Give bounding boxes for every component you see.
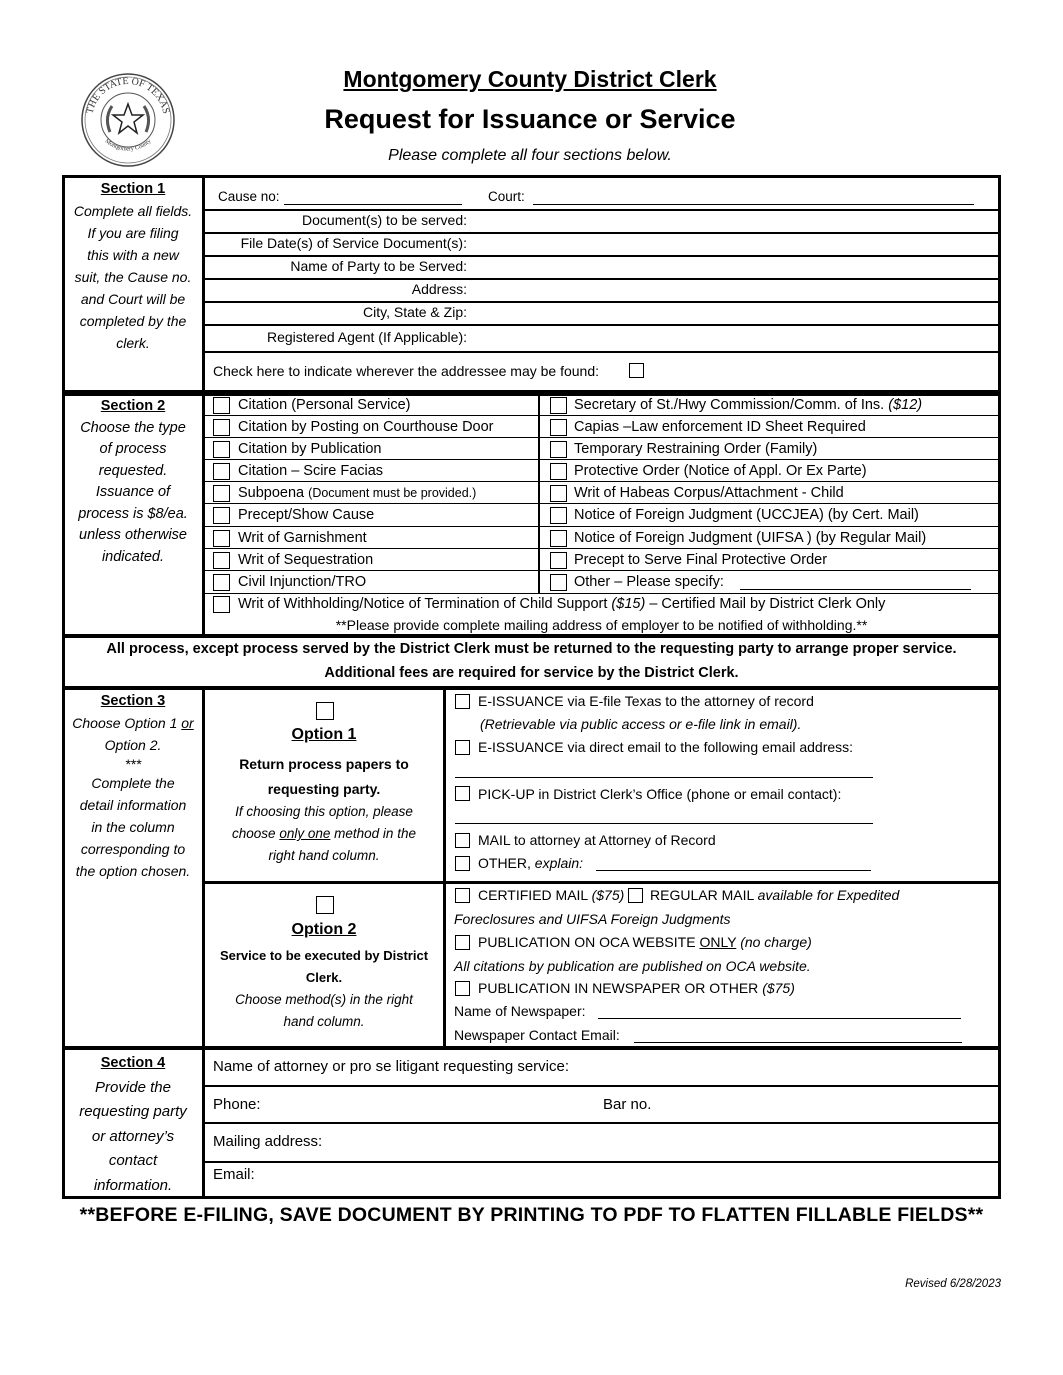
form-title: Request for Issuance or Service: [324, 104, 736, 134]
civil-injunction-checkbox[interactable]: [213, 574, 230, 591]
citation-posting-label: Citation by Posting on Courthouse Door: [238, 419, 494, 435]
option-2-desc: [205, 945, 443, 989]
option-1-instr-line: [205, 823, 443, 845]
bar-no-field[interactable]: [660, 1090, 995, 1120]
regular-mail-note-2: Foreclosures and UIFSA Foreign Judgments: [454, 911, 731, 927]
section-3-desc-line: in the column: [91, 819, 175, 835]
section-1-sidebar: [66, 178, 200, 354]
eissuance-email-checkbox[interactable]: [455, 740, 470, 755]
writ-withholding-checkbox[interactable]: [213, 596, 230, 613]
section-2-desc-line: Choose the type: [80, 419, 186, 436]
secretary-state-fee: ($12): [888, 397, 923, 413]
city-state-zip-label: City, State & Zip:: [363, 304, 467, 320]
regular-mail-checkbox[interactable]: [628, 888, 643, 903]
texas-state-seal: [80, 72, 176, 168]
option-1-desc-line: Return process papers to: [239, 756, 409, 772]
option-1-title: Option 1: [291, 726, 357, 743]
attorney-name-field[interactable]: [600, 1052, 995, 1082]
withholding-note: **Please provide complete mailing address of employer to be notified of withholding.**: [335, 617, 868, 633]
oca-publication-checkbox[interactable]: [455, 935, 470, 950]
citation-publication-checkbox[interactable]: [213, 441, 230, 458]
other-process-field[interactable]: [740, 589, 971, 590]
bar-no-label: Bar no.: [603, 1096, 652, 1113]
protective-order-checkbox[interactable]: [550, 463, 567, 480]
secretary-state-label: Secretary of St./Hwy Commission/Comm. of Ins.: [574, 397, 885, 413]
email-field[interactable]: [262, 1165, 995, 1193]
section-2-desc-line: process is $8/ea.: [78, 505, 188, 522]
attorney-name-label: Name of attorney or pro se litigant requesting service:: [213, 1058, 570, 1075]
file-dates-label: File Date(s) of Service Document(s):: [240, 235, 467, 251]
tro-family-checkbox[interactable]: [550, 441, 567, 458]
section-3-sidebar: [66, 690, 200, 882]
subpoena-option: [238, 485, 476, 501]
newspaper-name-label: Name of Newspaper:: [454, 1003, 586, 1019]
habeas-corpus-label: Writ of Habeas Corpus/Attachment - Child: [574, 485, 844, 501]
foreign-judgment-uifsa-label: Notice of Foreign Judgment (UIFSA ) (by Regular Mail): [574, 530, 927, 546]
certified-mail-option: [478, 887, 624, 903]
pickup-checkbox[interactable]: [455, 786, 470, 801]
documents-served-field[interactable]: [470, 211, 995, 231]
writ-sequestration-checkbox[interactable]: [213, 552, 230, 569]
citation-personal-label: Citation (Personal Service): [238, 397, 411, 413]
other-method-label: OTHER,: [478, 855, 531, 871]
notice-line-1: All process, except process served by the District Clerk must be returned to the requesting party to arrange proper service.: [106, 641, 957, 657]
newspaper-publication-option: [478, 980, 795, 996]
section-3-or-text: or: [181, 715, 194, 731]
seal-outer-text: THE STATE OF TEXAS: [84, 75, 172, 115]
addressee-checkbox[interactable]: [629, 363, 644, 378]
tro-family-label: Temporary Restraining Order (Family): [574, 441, 818, 457]
option-2-title: Option 2: [291, 921, 357, 938]
citation-scire-facias-label: Citation – Scire Facias: [238, 463, 384, 479]
mail-attorney-label: MAIL to attorney at Attorney of Record: [478, 832, 716, 848]
certified-mail-fee: ($75): [591, 887, 625, 903]
section-1-desc-line: suit, the Cause no.: [74, 269, 192, 285]
certified-mail-label: CERTIFIED MAIL: [478, 887, 588, 903]
option-2-desc-line: Clerk.: [305, 970, 343, 985]
option-1-checkbox[interactable]: [316, 702, 334, 720]
section-3-choose-text: Choose Option 1: [72, 715, 178, 731]
section-3-desc-line: detail information: [79, 797, 187, 813]
option-1-instr-line: right hand column.: [268, 848, 380, 863]
subpoena-note: (Document must be provided.): [308, 486, 477, 500]
writ-sequestration-label: Writ of Sequestration: [238, 552, 374, 568]
precept-show-cause-label: Precept/Show Cause: [238, 507, 375, 523]
eissuance-email-label: E-ISSUANCE via direct email to the following email address:: [478, 739, 854, 755]
section-3-stars: ***: [124, 756, 142, 772]
oca-publication-label: PUBLICATION ON OCA WEBSITE: [478, 934, 696, 950]
writ-garnishment-checkbox[interactable]: [213, 530, 230, 547]
section-1-desc-line: and Court will be: [80, 291, 186, 307]
registered-agent-field[interactable]: [470, 327, 995, 349]
seal-inner-text: Montgomery County: [103, 138, 153, 153]
option-2-checkbox[interactable]: [316, 896, 334, 914]
section-2-desc-line: requested.: [98, 462, 168, 479]
other-method-checkbox[interactable]: [455, 856, 470, 871]
newspaper-email-label: Newspaper Contact Email:: [454, 1027, 620, 1043]
newspaper-publication-fee: ($75): [762, 980, 795, 996]
section-1-heading: Section 1: [100, 181, 166, 197]
section-2-sidebar: [66, 396, 200, 568]
section-1-desc-line: clerk.: [116, 335, 150, 351]
file-dates-field[interactable]: [470, 234, 995, 254]
foreign-judgment-uccjea-checkbox[interactable]: [550, 507, 567, 524]
option-1-instr-text: choose: [232, 826, 276, 841]
eissuance-email-field[interactable]: [455, 777, 873, 778]
section-2-desc-line: Issuance of: [95, 484, 171, 500]
section-4-heading: Section 4: [100, 1055, 166, 1071]
party-served-label: Name of Party to be Served:: [290, 258, 467, 274]
section-3-heading: Section 3: [100, 693, 166, 709]
other-process-checkbox[interactable]: [550, 574, 567, 591]
citation-publication-label: Citation by Publication: [238, 441, 382, 457]
option-2-instructions: [205, 989, 443, 1033]
section-3-choose-line: [66, 712, 200, 734]
option-1-only-one: only one: [279, 826, 331, 841]
civil-injunction-label: Civil Injunction/TRO: [238, 574, 367, 590]
other-method-option: [478, 855, 583, 871]
writ-withholding-label: Writ of Withholding/Notice of Termination of Child Support: [238, 596, 608, 612]
newspaper-name-field[interactable]: [598, 1018, 961, 1019]
precept-protective-label: Precept to Serve Final Protective Order: [574, 552, 828, 568]
section-4-desc-line: information.: [93, 1176, 173, 1194]
form-instruction: Please complete all four sections below.: [388, 147, 672, 164]
phone-field[interactable]: [268, 1090, 593, 1120]
section-2-desc-line: indicated.: [101, 548, 165, 565]
addressee-check-label: Check here to indicate wherever the addressee may be found:: [213, 363, 600, 379]
page-title: Montgomery County District Clerk: [343, 66, 717, 92]
section-3-desc-line: corresponding to: [80, 841, 186, 857]
section-4-desc-line: Provide the: [95, 1078, 171, 1096]
section-2-desc-line: of process: [99, 441, 167, 457]
eissuance-efile-checkbox[interactable]: [455, 694, 470, 709]
option-2-instr-line: hand column.: [283, 1014, 365, 1029]
writ-withholding-fee: ($15): [611, 596, 646, 612]
secretary-state-checkbox[interactable]: [550, 397, 567, 414]
section-3-desc-line: Complete the: [91, 775, 175, 791]
oca-note: All citations by publication are published on OCA website.: [454, 958, 811, 974]
foreign-judgment-uifsa-checkbox[interactable]: [550, 530, 567, 547]
certified-mail-checkbox[interactable]: [455, 888, 470, 903]
pickup-contact-field[interactable]: [455, 823, 873, 824]
citation-personal-checkbox[interactable]: [213, 397, 230, 414]
registered-agent-label: Registered Agent (If Applicable):: [266, 329, 467, 345]
cause-no-label: Cause no:: [218, 189, 280, 204]
citation-posting-checkbox[interactable]: [213, 419, 230, 436]
precept-protective-checkbox[interactable]: [550, 552, 567, 569]
newspaper-publication-checkbox[interactable]: [455, 981, 470, 996]
capias-checkbox[interactable]: [550, 419, 567, 436]
oca-fee: (no charge): [740, 934, 812, 950]
oca-publication-option: [478, 934, 812, 950]
capias-label: Capias –Law enforcement ID Sheet Required: [574, 419, 866, 435]
pickup-label: PICK-UP in District Clerk’s Office (phone or email contact):: [478, 786, 842, 802]
subpoena-checkbox[interactable]: [213, 485, 230, 502]
cause-no-field[interactable]: [284, 204, 462, 205]
eissuance-efile-label: E-ISSUANCE via E-file Texas to the attorney of record: [478, 693, 814, 709]
option-1-instr-text: method in the: [334, 826, 416, 841]
newspaper-publication-label: PUBLICATION IN NEWSPAPER OR OTHER: [478, 980, 759, 996]
other-method-field[interactable]: [596, 870, 871, 871]
option-2-desc-line: Service to be executed by District: [219, 948, 429, 963]
email-label: Email:: [213, 1166, 255, 1183]
regular-mail-note: available for Expedited: [757, 887, 900, 903]
protective-order-label: Protective Order (Notice of Appl. Or Ex Parte): [574, 463, 867, 479]
other-method-explain: explain:: [534, 855, 584, 871]
section-4-sidebar: [66, 1051, 200, 1198]
flatten-warning: **BEFORE E-FILING, SAVE DOCUMENT BY PRINTING TO PDF TO FLATTEN FILLABLE FIELDS**: [79, 1204, 984, 1226]
precept-show-cause-checkbox[interactable]: [213, 507, 230, 524]
writ-withholding-suffix: – Certified Mail by District Clerk Only: [649, 596, 886, 612]
foreign-judgment-uccjea-label: Notice of Foreign Judgment (UCCJEA) (by Cert. Mail): [574, 507, 919, 523]
regular-mail-option: [650, 887, 899, 903]
phone-label: Phone:: [213, 1096, 261, 1113]
other-process-label: Other – Please specify:: [574, 574, 724, 590]
mail-attorney-checkbox[interactable]: [455, 833, 470, 848]
address-field[interactable]: [470, 280, 995, 300]
court-field[interactable]: [533, 204, 974, 205]
section-1-desc-line: Complete all fields.: [73, 203, 193, 219]
writ-withholding-option: [238, 596, 885, 612]
option-1-instr-line: If choosing this option, please: [235, 804, 413, 819]
habeas-corpus-checkbox[interactable]: [550, 485, 567, 502]
subpoena-label: Subpoena: [238, 485, 305, 501]
section-1-desc-line: this with a new: [87, 247, 179, 263]
secretary-state-option: [574, 397, 922, 413]
eissuance-efile-note: (Retrievable via public access or e-file link in email).: [480, 716, 802, 732]
option-1-instructions: [205, 801, 443, 867]
section-1-desc-line: If you are filing: [87, 225, 179, 241]
writ-garnishment-label: Writ of Garnishment: [238, 530, 367, 546]
section-4-desc-line: requesting party: [79, 1103, 187, 1120]
section-3-desc-line: the option chosen.: [75, 863, 191, 879]
city-state-zip-field[interactable]: [470, 303, 995, 323]
court-label: Court:: [488, 189, 525, 204]
address-label: Address:: [411, 281, 467, 297]
section-4-desc-line: contact: [108, 1152, 158, 1169]
section-4-desc-line: or attorney’s: [91, 1127, 175, 1145]
section-2-desc-line: unless otherwise: [79, 527, 187, 543]
regular-mail-label: REGULAR MAIL: [650, 887, 754, 903]
party-served-field[interactable]: [470, 257, 995, 277]
section-1-desc-line: completed by the: [79, 313, 187, 329]
notice-line-2: Additional fees are required for service by the District Clerk.: [324, 665, 739, 681]
mailing-address-label: Mailing address:: [213, 1133, 323, 1150]
oca-only: ONLY: [699, 934, 737, 950]
section-3-desc-line: Option 2.: [104, 737, 162, 753]
citation-scire-facias-checkbox[interactable]: [213, 463, 230, 480]
option-2-instr-line: Choose method(s) in the right: [235, 992, 413, 1007]
section-2-heading: Section 2: [100, 398, 166, 414]
option-1-desc: [205, 752, 443, 802]
documents-served-label: Document(s) to be served:: [302, 212, 467, 228]
revised-date: Revised 6/28/2023: [905, 1278, 1001, 1290]
newspaper-email-field[interactable]: [634, 1042, 962, 1043]
option-1-desc-line: requesting party.: [267, 781, 381, 797]
mailing-address-field[interactable]: [335, 1127, 995, 1157]
